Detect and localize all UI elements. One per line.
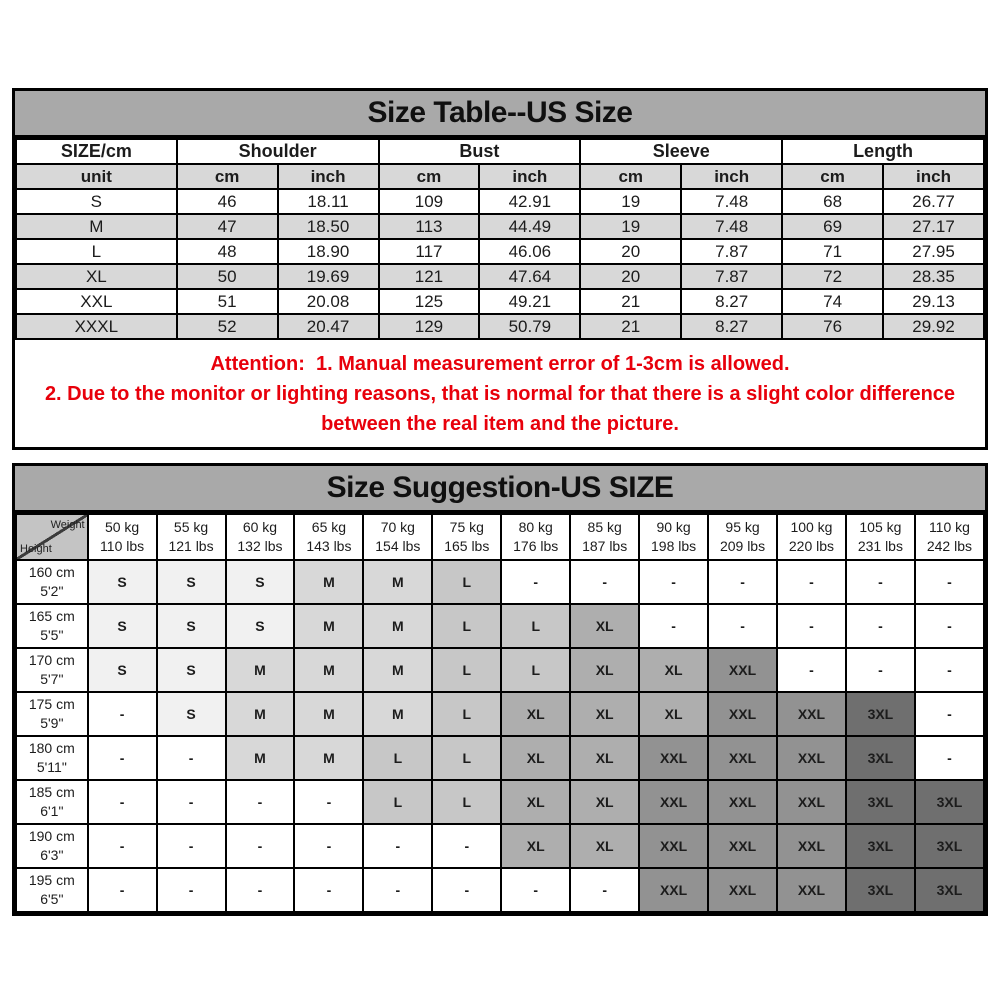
suggestion-cell: XL [570,648,639,692]
suggestion-cell: - [570,868,639,912]
size-table-block [12,88,988,450]
table-cell: 28.35 [883,264,984,289]
height-header: 180 cm 5'11" [16,736,88,780]
suggestion-cell: - [157,736,226,780]
height-header: 190 cm 6'3" [16,824,88,868]
table-cell: 52 [177,314,278,339]
weight-header: 70 kg 154 lbs [363,514,432,560]
table-cell: 68 [782,189,883,214]
unit-cell: cm [782,164,883,189]
suggestion-cell: - [294,780,363,824]
suggestion-cell: S [88,604,157,648]
suggestion-cell: M [363,692,432,736]
weight-header: 50 kg 110 lbs [88,514,157,560]
header-shoulder: Shoulder [177,139,379,164]
table-row-xxl [16,289,984,314]
suggestion-cell: XL [570,736,639,780]
unit-row [16,164,984,189]
unit-cell: cm [379,164,480,189]
table-cell: 71 [782,239,883,264]
suggestion-cell: - [777,560,846,604]
suggestion-cell: S [226,560,295,604]
suggestion-cell: - [226,824,295,868]
table-row-m [16,214,984,239]
suggestion-header-row [16,514,984,560]
suggestion-cell: XXL [708,736,777,780]
suggestion-cell: 3XL [846,780,915,824]
table-cell: 18.11 [278,189,379,214]
table-cell: 50 [177,264,278,289]
suggestion-row-175 [16,692,984,736]
weight-header: 65 kg 143 lbs [294,514,363,560]
table-cell: 7.48 [681,214,782,239]
suggestion-cell: 3XL [846,692,915,736]
suggestion-cell: - [708,560,777,604]
table-row-l [16,239,984,264]
size-label: S [16,189,177,214]
suggestion-cell: M [294,648,363,692]
height-header: 175 cm 5'9" [16,692,88,736]
table-row-s [16,189,984,214]
size-suggestion-title: Size Suggestion-US SIZE [15,466,985,513]
suggestion-cell: - [226,780,295,824]
suggestion-row-185 [16,780,984,824]
weight-header: 90 kg 198 lbs [639,514,708,560]
table-cell: 46.06 [479,239,580,264]
suggestion-cell: - [777,648,846,692]
table-cell: 18.90 [278,239,379,264]
suggestion-cell: L [432,780,501,824]
attention-line-1: Attention: 1. Manual measurement error of 1-3cm is allowed. [210,353,790,375]
suggestion-cell: - [432,824,501,868]
header-sleeve: Sleeve [580,139,782,164]
height-header: 160 cm 5'2" [16,560,88,604]
suggestion-cell: - [570,560,639,604]
suggestion-cell: S [226,604,295,648]
corner-weight-label: Weight [50,519,85,531]
suggestion-cell: 3XL [846,736,915,780]
size-table [15,138,985,340]
suggestion-cell: XXL [708,648,777,692]
suggestion-cell: M [226,692,295,736]
table-cell: 26.77 [883,189,984,214]
table-cell: 21 [580,289,681,314]
table-cell: 125 [379,289,480,314]
table-cell: 27.17 [883,214,984,239]
suggestion-cell: XL [639,692,708,736]
table-cell: 42.91 [479,189,580,214]
table-cell: 29.92 [883,314,984,339]
suggestion-cell: - [777,604,846,648]
header-length: Length [782,139,984,164]
suggestion-cell: - [432,868,501,912]
suggestion-cell: - [915,692,984,736]
table-cell: 7.87 [681,239,782,264]
height-header: 170 cm 5'7" [16,648,88,692]
table-cell: 19 [580,214,681,239]
suggestion-cell: M [363,648,432,692]
suggestion-cell: XL [501,824,570,868]
corner-height-label: Height [20,543,52,555]
table-row-xl [16,264,984,289]
table-cell: 74 [782,289,883,314]
table-cell: 69 [782,214,883,239]
suggestion-cell: - [363,824,432,868]
suggestion-cell: - [88,824,157,868]
suggestion-cell: XXL [777,824,846,868]
header-size-cm: SIZE/cm [16,139,177,164]
suggestion-cell: - [226,868,295,912]
size-suggestion-block [12,463,988,916]
table-cell: 20 [580,264,681,289]
table-cell: 109 [379,189,480,214]
suggestion-row-165 [16,604,984,648]
suggestion-cell: S [157,604,226,648]
attention-line-3: between the real item and the picture. [321,413,679,435]
suggestion-cell: XL [570,780,639,824]
size-label: M [16,214,177,239]
suggestion-cell: - [88,868,157,912]
table-cell: 19 [580,189,681,214]
suggestion-cell: - [294,824,363,868]
table-cell: 121 [379,264,480,289]
weight-header: 100 kg 220 lbs [777,514,846,560]
weight-height-corner [16,514,88,560]
suggestion-row-170 [16,648,984,692]
unit-cell: cm [580,164,681,189]
suggestion-cell: M [226,648,295,692]
table-cell: 46 [177,189,278,214]
table-cell: 47.64 [479,264,580,289]
suggestion-cell: XXL [639,736,708,780]
table-cell: 44.49 [479,214,580,239]
suggestion-cell: XXL [708,692,777,736]
suggestion-cell: - [846,648,915,692]
suggestion-cell: L [432,604,501,648]
suggestion-cell: M [294,692,363,736]
table-cell: 20.08 [278,289,379,314]
suggestion-cell: XL [501,736,570,780]
height-header: 165 cm 5'5" [16,604,88,648]
suggestion-cell: M [363,560,432,604]
table-cell: 48 [177,239,278,264]
suggestion-cell: 3XL [915,780,984,824]
suggestion-cell: L [432,736,501,780]
table-cell: 51 [177,289,278,314]
suggestion-cell: 3XL [846,824,915,868]
weight-header: 85 kg 187 lbs [570,514,639,560]
suggestion-cell: - [639,604,708,648]
suggestion-cell: - [846,560,915,604]
suggestion-cell: S [157,560,226,604]
suggestion-cell: M [294,560,363,604]
table-cell: 8.27 [681,289,782,314]
suggestion-cell: - [294,868,363,912]
suggestion-cell: 3XL [915,868,984,912]
suggestion-cell: L [432,692,501,736]
table-cell: 76 [782,314,883,339]
suggestion-row-180 [16,736,984,780]
size-label: XL [16,264,177,289]
suggestion-cell: L [363,736,432,780]
table-cell: 19.69 [278,264,379,289]
weight-header: 80 kg 176 lbs [501,514,570,560]
unit-label: unit [16,164,177,189]
suggestion-cell: XXL [708,868,777,912]
suggestion-cell: XXL [708,780,777,824]
unit-cell: cm [177,164,278,189]
table-cell: 72 [782,264,883,289]
suggestion-cell: L [432,560,501,604]
suggestion-cell: L [363,780,432,824]
weight-header: 75 kg 165 lbs [432,514,501,560]
header-bust: Bust [379,139,581,164]
weight-header: 60 kg 132 lbs [226,514,295,560]
suggestion-cell: XXL [777,868,846,912]
suggestion-cell: - [915,560,984,604]
weight-header: 95 kg 209 lbs [708,514,777,560]
suggestion-cell: L [501,648,570,692]
suggestion-row-160 [16,560,984,604]
suggestion-cell: XXL [639,868,708,912]
suggestion-cell: S [157,648,226,692]
suggestion-cell: - [639,560,708,604]
weight-header: 55 kg 121 lbs [157,514,226,560]
table-cell: 21 [580,314,681,339]
suggestion-cell: XXL [708,824,777,868]
unit-cell: inch [278,164,379,189]
suggestion-cell: - [915,648,984,692]
suggestion-cell: XL [570,692,639,736]
suggestion-cell: XL [570,604,639,648]
suggestion-cell: - [708,604,777,648]
suggestion-cell: - [157,780,226,824]
table-cell: 113 [379,214,480,239]
suggestion-cell: L [432,648,501,692]
suggestion-cell: XL [501,780,570,824]
table-cell: 117 [379,239,480,264]
size-table-header-row [16,139,984,164]
height-header: 195 cm 6'5" [16,868,88,912]
suggestion-cell: M [294,736,363,780]
suggestion-cell: M [226,736,295,780]
table-cell: 49.21 [479,289,580,314]
weight-header: 110 kg 242 lbs [915,514,984,560]
suggestion-cell: - [363,868,432,912]
suggestion-cell: - [88,780,157,824]
suggestion-cell: - [846,604,915,648]
suggestion-cell: - [88,736,157,780]
suggestion-cell: - [157,824,226,868]
suggestion-cell: S [88,560,157,604]
suggestion-cell: S [88,648,157,692]
size-table-title: Size Table--US Size [15,91,985,138]
table-cell: 29.13 [883,289,984,314]
size-label: XXXL [16,314,177,339]
height-header: 185 cm 6'1" [16,780,88,824]
suggestion-cell: XXL [777,692,846,736]
suggestion-cell: XL [501,692,570,736]
suggestion-cell: - [915,604,984,648]
suggestion-cell: XXL [777,780,846,824]
table-cell: 7.87 [681,264,782,289]
unit-cell: inch [883,164,984,189]
table-row-xxxl [16,314,984,339]
table-cell: 18.50 [278,214,379,239]
suggestion-cell: M [294,604,363,648]
table-cell: 27.95 [883,239,984,264]
suggestion-cell: XXL [639,824,708,868]
suggestion-cell: - [88,692,157,736]
suggestion-cell: - [501,868,570,912]
suggestion-cell: XL [570,824,639,868]
suggestion-cell: - [915,736,984,780]
attention-note [15,340,985,447]
unit-cell: inch [479,164,580,189]
suggestion-cell: M [363,604,432,648]
table-cell: 20 [580,239,681,264]
suggestion-row-195 [16,868,984,912]
suggestion-cell: - [501,560,570,604]
table-cell: 7.48 [681,189,782,214]
suggestion-cell: S [157,692,226,736]
attention-line-2: 2. Due to the monitor or lighting reasons, that is normal for that there is a slight color difference [44,383,956,405]
suggestion-cell: 3XL [915,824,984,868]
table-cell: 50.79 [479,314,580,339]
table-cell: 8.27 [681,314,782,339]
size-label: XXL [16,289,177,314]
suggestion-cell: - [157,868,226,912]
suggestion-cell: 3XL [846,868,915,912]
suggestion-cell: XXL [777,736,846,780]
weight-header: 105 kg 231 lbs [846,514,915,560]
table-cell: 129 [379,314,480,339]
size-label: L [16,239,177,264]
table-cell: 20.47 [278,314,379,339]
size-suggestion-table [15,513,985,913]
suggestion-cell: XXL [639,780,708,824]
suggestion-cell: L [501,604,570,648]
suggestion-row-190 [16,824,984,868]
unit-cell: inch [681,164,782,189]
table-cell: 47 [177,214,278,239]
suggestion-cell: XL [639,648,708,692]
